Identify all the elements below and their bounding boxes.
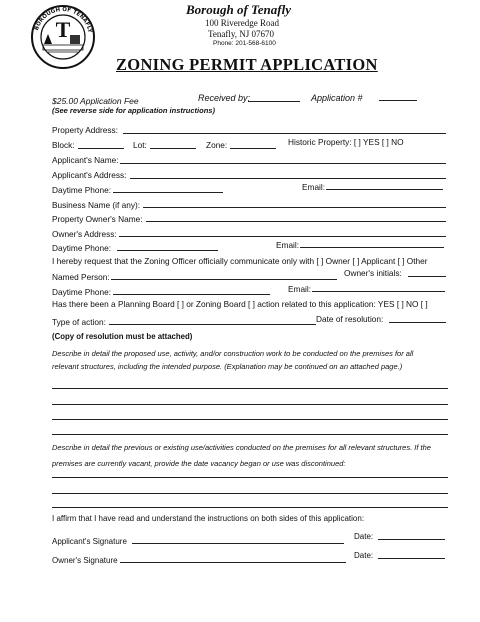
business-name-field[interactable]: [143, 207, 446, 208]
email-label: Email:: [302, 182, 326, 192]
municipality-name: Borough of Tenafly: [186, 2, 291, 17]
address-line-1: 100 Riveredge Road: [205, 18, 279, 28]
owner-name-label: Property Owner's Name:: [52, 214, 143, 224]
owner-date-label: Date:: [354, 551, 374, 560]
owner-signature-label: Owner's Signature: [52, 556, 118, 565]
zone-label: Zone:: [206, 140, 228, 150]
owner-signature-field[interactable]: [120, 562, 346, 563]
applicant-signature-field[interactable]: [132, 543, 344, 544]
proposed-use-line[interactable]: [52, 404, 448, 405]
block-field[interactable]: [78, 148, 124, 149]
historic-property-checkboxes[interactable]: Historic Property: [ ] YES [ ] NO: [288, 137, 404, 147]
named-person-email-field[interactable]: [312, 291, 445, 292]
describe-proposed-line2: relevant structures, including the intended purpose. (Explanation may be continued on an attached page.): [52, 362, 403, 371]
previous-use-line[interactable]: [52, 507, 448, 508]
describe-previous-line2: premises are currently vacant, provide the date vacancy began or use was discontinued:: [52, 459, 346, 468]
applicant-name-field[interactable]: [120, 163, 446, 164]
instructions-note: (See reverse side for application instructions): [52, 106, 215, 115]
type-of-action-label: Type of action:: [52, 317, 106, 327]
lot-field[interactable]: [150, 148, 196, 149]
svg-text:BOROUGH OF TENAFLY: BOROUGH OF TENAFLY: [33, 6, 93, 34]
application-fee: $25.00 Application Fee: [52, 96, 139, 106]
named-person-phone-field[interactable]: [113, 294, 270, 295]
proposed-use-line[interactable]: [52, 419, 448, 420]
type-of-action-field[interactable]: [109, 324, 316, 325]
named-person-email-label: Email:: [288, 284, 312, 294]
block-label: Block:: [52, 140, 75, 150]
owner-daytime-phone-field[interactable]: [117, 250, 218, 251]
owner-name-field[interactable]: [146, 221, 446, 222]
received-by-label: Received by:: [198, 93, 251, 103]
proposed-use-line[interactable]: [52, 434, 448, 435]
owner-date-field[interactable]: [378, 558, 445, 559]
applicant-address-field[interactable]: [130, 178, 446, 179]
owner-email-field[interactable]: [300, 247, 444, 248]
address-line-2: Tenafly, NJ 07670: [208, 29, 275, 39]
daytime-phone-field[interactable]: [113, 192, 223, 193]
owner-address-label: Owner's Address:: [52, 229, 117, 239]
daytime-phone-label: Daytime Phone:: [52, 185, 112, 195]
named-person-label: Named Person:: [52, 272, 110, 282]
applicant-signature-label: Applicant's Signature: [52, 537, 127, 546]
named-person-field[interactable]: [111, 279, 337, 280]
zone-field[interactable]: [230, 148, 276, 149]
property-address-field[interactable]: [123, 133, 446, 134]
lot-label: Lot:: [133, 140, 147, 150]
form-title: ZONING PERMIT APPLICATION: [116, 55, 378, 74]
borough-seal-logo: [30, 4, 96, 70]
owner-address-field[interactable]: [119, 236, 446, 237]
describe-proposed-line1: Describe in detail the proposed use, activity, and/or construction work to be conducted on the premises for all: [52, 349, 414, 358]
named-person-phone-label: Daytime Phone:: [52, 287, 112, 297]
board-action-question[interactable]: Has there been a Planning Board [ ] or Zoning Board [ ] action related to this application: YES [ ] NO [ ]: [52, 299, 428, 309]
applicant-name-label: Applicant's Name:: [52, 155, 119, 165]
owner-initials-field[interactable]: [408, 276, 446, 277]
application-number-label: Application #: [311, 93, 363, 103]
proposed-use-line[interactable]: [52, 388, 448, 389]
describe-previous-line1: Describe in detail the previous or existing use/activities conducted on the premises for all relevant structures. If the: [52, 443, 431, 452]
svg-text:T: T: [55, 17, 71, 42]
affirmation-statement: I affirm that I have read and understand the instructions on both sides of this application:: [52, 514, 365, 523]
date-of-resolution-label: Date of resolution:: [316, 314, 384, 324]
resolution-copy-note: (Copy of resolution must be attached): [52, 332, 193, 341]
applicant-date-field[interactable]: [378, 539, 445, 540]
received-by-field[interactable]: [248, 101, 300, 102]
previous-use-line[interactable]: [52, 493, 448, 494]
owner-initials-label: Owner's initials:: [344, 268, 402, 278]
applicant-date-label: Date:: [354, 532, 374, 541]
owner-email-label: Email:: [276, 240, 300, 250]
communication-preference[interactable]: I hereby request that the Zoning Officer officially communicate only with [ ] Owner [ ] Applicant [ ] Other: [52, 256, 428, 266]
applicant-address-label: Applicant's Address:: [52, 170, 127, 180]
previous-use-line[interactable]: [52, 477, 448, 478]
application-number-field[interactable]: [379, 100, 417, 101]
phone-number: Phone: 201-568-6100: [213, 40, 276, 47]
business-name-label: Business Name (if any):: [52, 200, 141, 210]
owner-daytime-phone-label: Daytime Phone:: [52, 243, 112, 253]
email-field[interactable]: [326, 189, 443, 190]
date-of-resolution-field[interactable]: [389, 322, 446, 323]
property-address-label: Property Address:: [52, 125, 118, 135]
